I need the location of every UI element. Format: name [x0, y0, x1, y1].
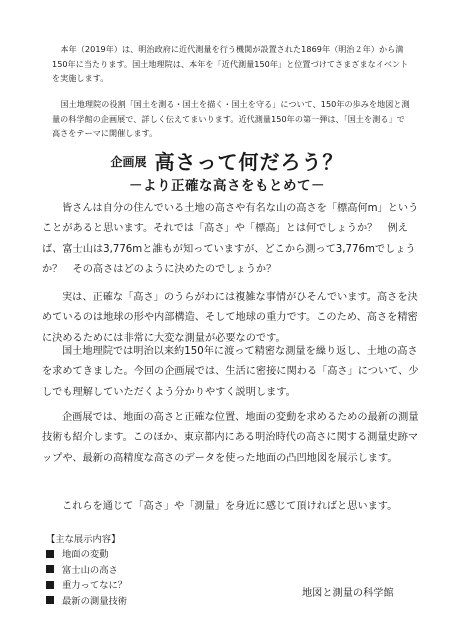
list-item-label: 最新の測量技術	[62, 595, 128, 607]
body-text: 企画展では、地面の高さと正確な位置、地面の変動を求めるための最新の測量技術も紹介します。このほか、東京都内にある明治時代の高さに関する測量史跡マップや、最新の高精度な高さのデータを使った地面の凸凹地図を展示します。	[42, 412, 419, 464]
intro-text: 国土地理院の役割「国土を測る・国土を描く・国土を守る」について、150年の歩みを地図と測量の科学館の企画展で、詳しく伝えてまいります。近代測量150年の第一弾は、「国土を測る」で高さをテーマに開催します。	[52, 99, 410, 138]
exhibition-title	[0, 146, 454, 175]
list-item-label: 地面の変動	[62, 549, 109, 560]
organization-name: 地図と測量の科学館	[302, 588, 394, 599]
exhibition-tag: 企画展	[110, 155, 147, 169]
list-item-label: 重力ってなに？	[62, 580, 128, 592]
intro-paragraph-1	[52, 42, 412, 86]
body-paragraph-2	[42, 288, 420, 349]
square-bullet-icon	[46, 565, 54, 573]
list-item	[46, 547, 127, 563]
list-item	[46, 578, 127, 594]
exhibits-heading: 【主な展示内容】	[46, 534, 121, 545]
body-text: 皆さんは自分の住んでいる土地の高さや有名な山の高さを「標高何m」ということがあると思います。それでは「高さ」や「標高」とは何でしょうか？ 例えば、富士山は3,776mと誰もが知っていますが、どこから測って3,776mでしょうか？ その高さはどのように決めたのでしょうか？	[42, 203, 419, 275]
list-item-label: 富士山の高さ	[62, 564, 118, 576]
square-bullet-icon	[46, 581, 54, 589]
body-paragraph-3	[42, 342, 420, 403]
body-text: 実は、正確な「高さ」のうらがわには複雑な事情がひそんでいます。高さを決めているのは地球の形や内部構造、そして地球の重力です。このため、高さを精密に決めるためには非常に大変な測量が必要なのです。	[42, 292, 418, 344]
body-paragraph-4	[42, 408, 420, 469]
body-text: これらを通じて「高さ」や「測量」を身近に感じて頂ければと思います。	[62, 501, 398, 512]
list-item	[46, 594, 127, 610]
square-bullet-icon	[46, 550, 54, 558]
intro-paragraph-2	[52, 97, 412, 141]
exhibition-main-title: 高さって何だろう？	[154, 150, 344, 174]
body-paragraph-5	[42, 497, 420, 517]
list-item	[46, 563, 127, 579]
exhibits-list	[46, 547, 127, 609]
body-paragraph-1	[42, 199, 420, 280]
square-bullet-icon	[46, 596, 54, 604]
exhibition-subtitle: －より正確な高さをもとめて－	[129, 178, 325, 194]
body-text: 国土地理院では明治以来約150年に渡って精密な測量を繰り返し、土地の高さを求めてきました。今回の企画展では、生活に密接に関わる「高さ」について、少しでも理解していただくよう分かりやすく説明します。	[42, 346, 419, 398]
intro-text: 本年（2019年）は、明治政府に近代測量を行う機関が設置された1869年（明治２年）から満150年に当たります。国土地理院は、本年を「近代測量150年」と位置づけてさまざまなイベントを実施します。	[52, 44, 409, 83]
